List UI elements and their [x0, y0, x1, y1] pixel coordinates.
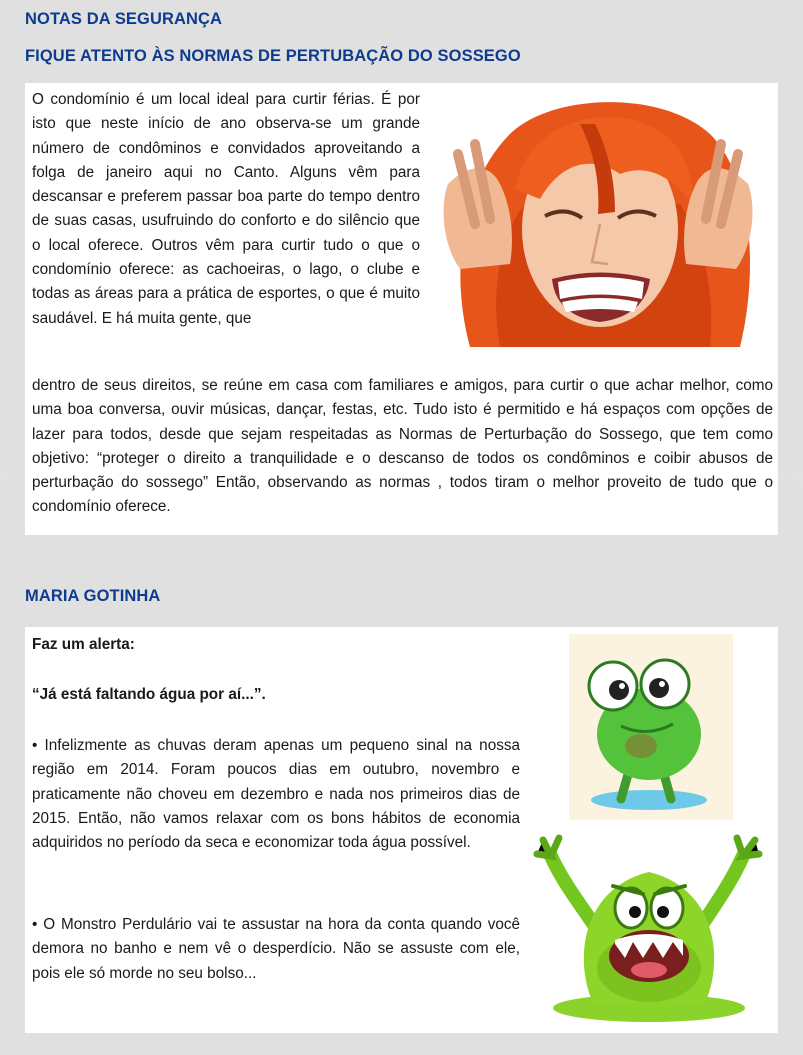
monster-bullet: • O Monstro Perdulário vai te assustar na hora da conta quando você demora no banho e nem vê o desperdício. Não se assuste com ele, pois ele só morde no seu bolso... — [32, 916, 520, 982]
article-text-part1: O condomínio é um local ideal para curtir férias. É por isto que neste início de ano observa-se um grande número de condôminos e convidados aproveitando a folga de janeiro aqui no Canto. Alguns vêm para descansar e preferem passar boa parte do tempo dentro de suas casas, usufruindo do conforto e do silêncio que o local oferece. Outros vêm para curtir tudo o que o condomínio oferece: as cachoeiras, o lago, o clube e todas as áreas para a prática de esportes, o que é muito saudável. E há muita gente, que — [32, 91, 420, 327]
woman-covering-ears-image — [430, 94, 766, 347]
article-title-noise-rules: FIQUE ATENTO ÀS NORMAS DE PERTUBAÇÃO DO SOSSEGO — [25, 47, 521, 65]
article-text-part2: dentro de seus direitos, se reúne em casa com familiares e amigos, para curtir o que achar melhor, como uma boa conversa, ouvir músicas, dançar, festas, etc. Tudo isto é permitido e há espaços com opções de lazer para todos, desde que sejam respeitadas as Normas de Perturbação do Sossego, que tem como objetivo: “proteger o direito a tranquilidade e o descanso de todos os condôminos e coibir abusos de perturbação do sossego” Então, observando as normas , todos tiram o melhor proveito de tudo que o condomínio oferece. — [32, 377, 773, 516]
alert-title: Faz um alerta: — [32, 636, 135, 653]
water-saving-bullet: • Infelizmente as chuvas deram apenas um pequeno sinal na nossa região em 2014. Foram poucos dias em outubro, novembro e praticamente não choveu em dezembro e nada nos primeiros dias de 2015. Então, não vamos relaxar com os bons hábitos de economia adquiridos no período da seca e economizar toda água possível. — [32, 737, 520, 852]
article-paragraph-full — [32, 374, 773, 520]
section-heading-maria-gotinha: MARIA GOTINHA — [25, 587, 161, 605]
monstro-perdulario-image — [533, 828, 765, 1025]
maria-gotinha-frog-image — [569, 634, 733, 820]
alert-quote: “Já está faltando água por aí...”. — [32, 686, 266, 703]
article-paragraph-wrapped — [32, 88, 420, 331]
section-heading-security: NOTAS DA SEGURANÇA — [25, 10, 223, 28]
